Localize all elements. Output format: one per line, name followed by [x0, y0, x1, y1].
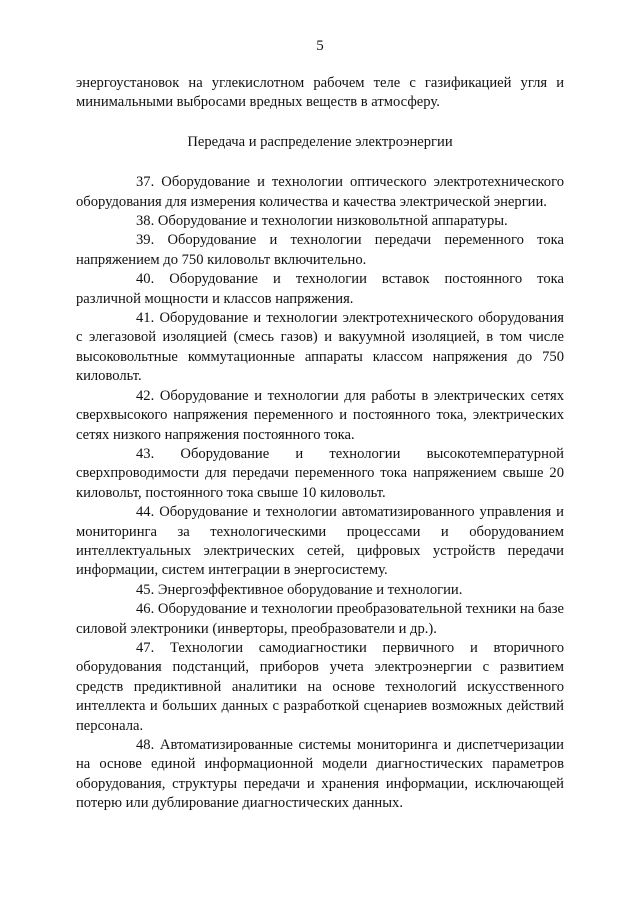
list-item-43: 43. Оборудование и технологии высокотемпературной сверхпроводимости для передачи переменного тока напряжением свыше 20 киловольт, постоянного тока свыше 10 киловольт.	[76, 445, 564, 501]
list-item-37: 37. Оборудование и технологии оптического электротехнического оборудования для измерения количества и качества электрической энергии.	[76, 174, 564, 210]
section-heading: Передача и распределение электроэнергии	[187, 133, 453, 150]
list-item-39: 39. Оборудование и технологии передачи переменного тока напряжением до 750 киловольт включительно.	[76, 232, 564, 268]
list-item-40: 40. Оборудование и технологии вставок постоянного тока различной мощности и классов напряжения.	[76, 271, 564, 307]
list-item-41: 41. Оборудование и технологии электротехнического оборудования с элегазовой изоляцией (смесь газов) и вакуумной изоляцией, в том числе высоковольтные коммутационные аппараты классом напряжения до 750 киловольт.	[76, 310, 564, 385]
list-item-47: 47. Технологии самодиагностики первичного и вторичного оборудования подстанций, приборов учета электроэнергии с развитием средств предиктивной аналитики на основе технологий искусственного интеллекта и больших данных с разработкой сценариев возможных действий персонала.	[76, 639, 564, 734]
list-item-44: 44. Оборудование и технологии автоматизированного управления и мониторинга за технологическими процессами и оборудованием интеллектуальных электрических сетей, цифровых устройств передачи информации, систем интеграции в энергосистему.	[76, 504, 564, 579]
document-body	[76, 74, 564, 814]
list-item-42: 42. Оборудование и технологии для работы в электрических сетях сверхвысокого напряжения переменного и постоянного тока, электрических сетях низкого напряжения постоянного тока.	[76, 387, 564, 443]
list-item-45: 45. Энергоэффективное оборудование и технологии.	[136, 581, 463, 598]
list-item-46: 46. Оборудование и технологии преобразовательной техники на базе силовой электроники (инверторы, преобразователи и др.).	[76, 601, 564, 637]
intro-paragraph: энергоустановок на углекислотном рабочем теле с газификацией угля и минимальными выбросами вредных веществ в атмосферу.	[76, 75, 564, 111]
list-item-38: 38. Оборудование и технологии низковольтной аппаратуры.	[136, 213, 508, 230]
list-item-48: 48. Автоматизированные системы мониторинга и диспетчеризации на основе единой информационной модели диагностических параметров оборудования, структуры передачи и хранения информации, исключающей потерю или дублирование диагностических данных.	[76, 737, 564, 812]
page-number: 5	[316, 38, 324, 54]
